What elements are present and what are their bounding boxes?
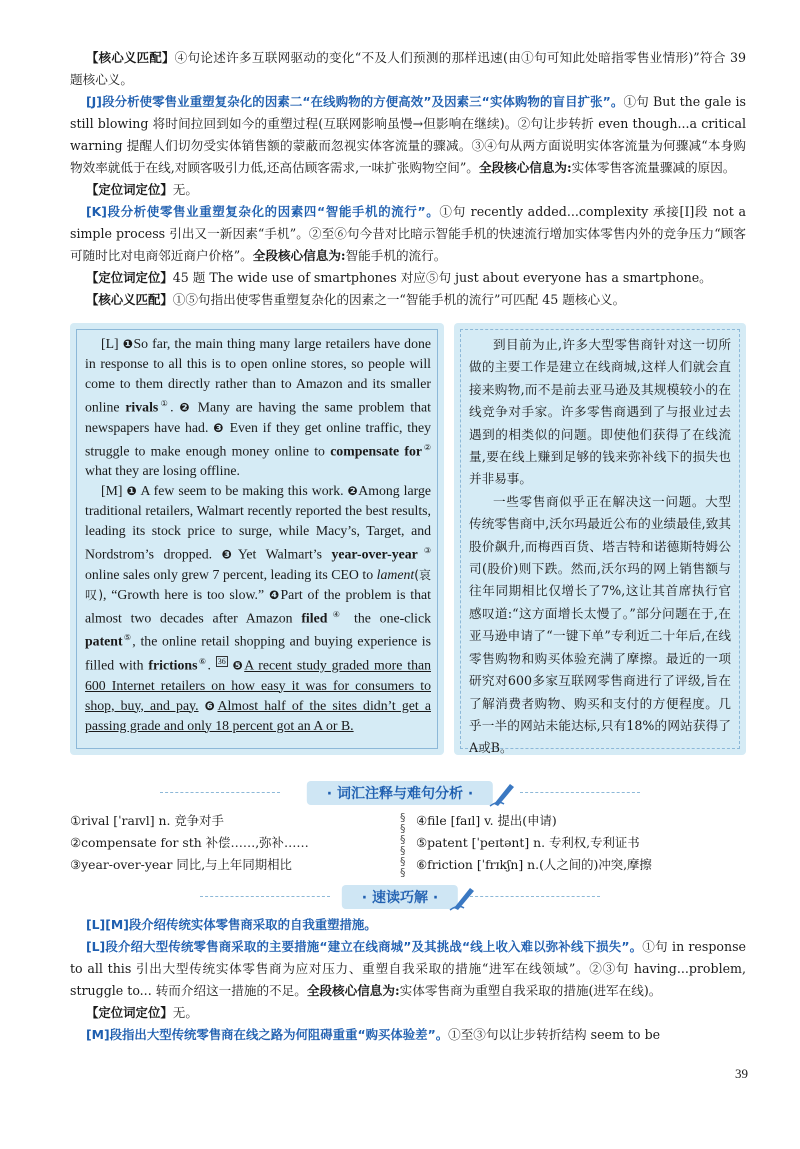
section-heading-m: [M]段指出大型传统零售商在线之路为何阻碍重重“购买体验差”。 [86, 1027, 449, 1042]
paragraph-text: ①句 But the gale is still blowing 将时间拉回到如今的重塑过程(互联网影响虽慢→但影响在继续)。②句让步转折 even though...a critical warning 提醒人们切勿受实体销售额的蒙蔽而忽视实体客流量的骤减。③④句从两方面说明实体客流量为何骤减“本身购物效率就低于在线,对顾客吸引力低,还高估顾客需求,一味扩张购物空间”。 [70, 94, 747, 175]
sentence: Many are having the same problem that newspapers have had. [85, 399, 431, 435]
pen-icon [488, 778, 518, 808]
vocab-divider: § § § § § § [400, 811, 406, 879]
section-heading-j: [J]段分析使零售业重塑复杂化的因素二“在线购物的方便高效”及因素三“实体购物的盲目扩张”。 [86, 94, 624, 109]
sentence: Even if they get online traffic, they struggle to make enough money online to [85, 419, 432, 459]
paragraph-text: 无。 [172, 1005, 198, 1020]
sentence: Among large traditional retailers, Walmart recently reported the best results, leading its stock price to surge, while Macy’s, Target, and Nordstrom’s dropped. [85, 483, 431, 562]
tag-label: 【定位词定位】 [86, 182, 173, 197]
core-text: 智能手机的流行。 [345, 248, 447, 263]
section-heading-l: [L]段介绍大型传统零售商采取的主要措施“建立在线商城”及其挑战“线上收入难以弥补线下损失”。 [86, 939, 643, 954]
vocab-banner-title: · 词汇注释与难句分析 · [307, 781, 493, 805]
passage-paragraph-m: [M] ❶ A few seem to be making this work. ❷Among large traditional retailers, Walmart recently reported the best results, leading its stock price to surge, while Macy’s, Target, and Nordstrom’s dropped. ❸Yet Walmart’s year-over-year③ online sales only grew 7 percent, leading its CEO to lament(哀叹), “Growth here is too slow.” ❹Part of the problem is that almost two decades after Amazon filed④ the one-click patent⑤, the online retail shopping and buying experience is filled with frictions⑥. $^{36}$ ❺A recent study graded more than 600 Internet retailers on how easy it was for consumers to shop, buy, and pay. ❻Almost half of the sites didn’t get a passing grade and only 18 percent got an A or B. [85, 483, 432, 733]
analysis-paragraph-l [70, 936, 746, 1002]
sentence: , the online retail shopping and buying experience is filled with [85, 633, 432, 673]
locate-paragraph [70, 179, 746, 201]
sentence: Yet Walmart’s [237, 546, 322, 562]
question-marker: 36 [217, 656, 226, 666]
speed-banner-title: · 速读巧解 · [342, 885, 458, 909]
bottom-commentary [70, 914, 746, 1046]
vocab-item: ⑤patent [ˈpeɪtənt] n. 专利权,专利证书 [416, 835, 640, 850]
vocab-column-left [70, 810, 309, 876]
paragraph-text: ①至③句以让步转折结构 seem to be [448, 1027, 661, 1042]
paragraph-label: [L] [101, 336, 119, 351]
translation-paragraph: 到目前为止,许多大型零售商针对这一切所做的主要工作是建立在线商城,这样人们就会直接来购物,而不是前去亚马逊及其规模较小的在线竞争对手家。许多零售商遇到了与报业过去遇到的相类似的问题。即使他们获得了在线流量,要在线上赚到足够的钱来弥补线下的损失也并非易事。 [469, 337, 731, 487]
translation-paragraph: 一些零售商似乎正在解决这一问题。大型传统零售商中,沃尔玛最近公布的业绩最佳,致其股价飙升,而梅西百货、塔吉特和诺德斯特姆公司(股价)则下跌。然而,沃尔玛的网上销售额与往年同期相比仅增长了7%,这让其首席执行官感叹道:“这方面增长太慢了。”部分问题在于,在亚马逊申请了“一键下单”专利近二十年后,在线零售购物和购买体验充满了摩擦。最近的一项研究对600多家互联网零售商进行了评级,旨在了解消费者购物、购买和支付的方便程度。几乎一半的网站未能达标,只有18%的网站获得了A或B。 [469, 493, 731, 756]
core-match-paragraph [70, 47, 746, 91]
core-match-paragraph-45 [70, 289, 746, 311]
chinese-translation-box [454, 323, 746, 755]
underlined-sentence: A recent study graded more than 600 Internet retailers on how easy it was for consumers to shop, buy, and pay. [85, 657, 432, 713]
core-text: 实体零售客流量骤减的原因。 [571, 160, 736, 175]
sentence: Part of the problem is that almost two decades after Amazon [85, 586, 431, 626]
core-label: 全段核心信息为: [478, 160, 572, 175]
section-heading-k: [K]段分析使零售业重塑复杂化的因素四“智能手机的流行”。 [86, 204, 440, 219]
paragraph-text: ④句论述许多互联网驱动的变化“不及人们预测的那样迅速(由①句可知此处暗指零售业情形)”符合 39 题核心义。 [70, 50, 747, 87]
paragraph-text: 无。 [172, 182, 198, 197]
passage-paragraph-l: [L] ❶So far, the main thing many large retailers have done in response to all this is to open online stores, so people will come to them directly rather than to Amazon and its smaller online rivals①. ❷ Many are having the same problem that newspapers have had. ❸ Even if they get online traffic, they struggle to make enough money online to compensate for② what they are losing offline. [85, 336, 432, 479]
paragraph-text: ①⑤句指出使零售重塑复杂化的因素之一“智能手机的流行”可匹配 45 题核心义。 [172, 292, 626, 307]
vocab-word: year-over-year [331, 546, 418, 562]
core-label: 全段核心信息为: [306, 983, 400, 998]
sentence: online sales only grew 7 percent, leading its CEO to [85, 566, 374, 582]
sentence: So far, the main thing many large retailers have done in response to all this is to open online stores, so people will come to them directly rather than to Amazon and its smaller online [85, 336, 431, 415]
page-number: 39 [735, 1066, 748, 1081]
top-commentary [70, 47, 746, 311]
sentence: the one-click [354, 610, 431, 626]
sentence: A few seem to be making this work. [140, 483, 344, 499]
tag-label: 【定位词定位】 [86, 270, 173, 285]
paragraph-label: [M] [101, 483, 123, 499]
vocab-word: compensate for [330, 443, 423, 459]
tag-label: 【定位词定位】 [86, 1005, 173, 1020]
speed-banner [0, 882, 800, 912]
vocab-item: ④file [faɪl] v. 提出(申请) [416, 813, 557, 828]
vocab-word: filed [301, 610, 328, 626]
paragraph-text: ①句 in response to all this 引出大型传统实体零售商为应对压力、重塑自我采取的措施“进军在线领域”。②③句 having...problem, struggle to... 转而介绍这一措施的不足。 [70, 939, 746, 998]
paragraph-text: ①句 recently added...complexity 承接[I]段 not a simple process 引出又一新因素“手机”。②至⑥句今昔对比暗示智能手机的快速流行增加实体零售内外的竞争压力“顾客可随时比对电商邻近商户价格”。 [70, 204, 746, 263]
underlined-sentence: Almost half of the sites didn’t get a passing grade and only 18 percent got an A or B. [85, 697, 431, 733]
vocab-column-right [416, 810, 652, 876]
summary-heading [70, 914, 746, 936]
locate-paragraph-45 [70, 267, 746, 289]
vocab-item: ⑥friction [ˈfrɪkʃn] n.(人之间的)冲突,摩擦 [416, 857, 652, 872]
analysis-paragraph-k [70, 201, 746, 267]
vocab-word: patent [85, 633, 123, 649]
gloss-cn: (哀叹) [85, 567, 431, 602]
gloss-word: lament [376, 566, 415, 582]
tag-label: 【核心义匹配】 [86, 292, 173, 307]
analysis-paragraph-m [70, 1024, 746, 1046]
vocab-item: ②compensate for sth 补偿……,弥补…… [70, 835, 309, 850]
english-passage-box [70, 323, 444, 755]
section-heading-lm: [L][M]段介绍传统实体零售商采取的自我重塑措施。 [86, 917, 377, 932]
vocab-banner [0, 778, 800, 808]
tag-label: 【核心义匹配】 [86, 50, 175, 65]
sentence: , “Growth here is too slow.” [103, 586, 265, 602]
vocab-item: ①rival [ˈraɪvl] n. 竞争对手 [70, 813, 224, 828]
core-label: 全段核心信息为: [252, 248, 346, 263]
paragraph-text: 45 题 The wide use of smartphones 对应⑤句 just about everyone has a smartphone。 [172, 270, 712, 285]
sentence: what they are losing offline. [85, 463, 240, 479]
analysis-paragraph-j [70, 91, 746, 179]
vocab-item: ③year-over-year 同比,与上年同期相比 [70, 857, 292, 872]
vocab-word: rivals [125, 399, 159, 415]
core-text: 实体零售商为重塑自我采取的措施(进军在线)。 [399, 983, 662, 998]
locate-paragraph-l [70, 1002, 746, 1024]
vocab-word: frictions [148, 657, 198, 673]
pen-icon [448, 882, 478, 912]
